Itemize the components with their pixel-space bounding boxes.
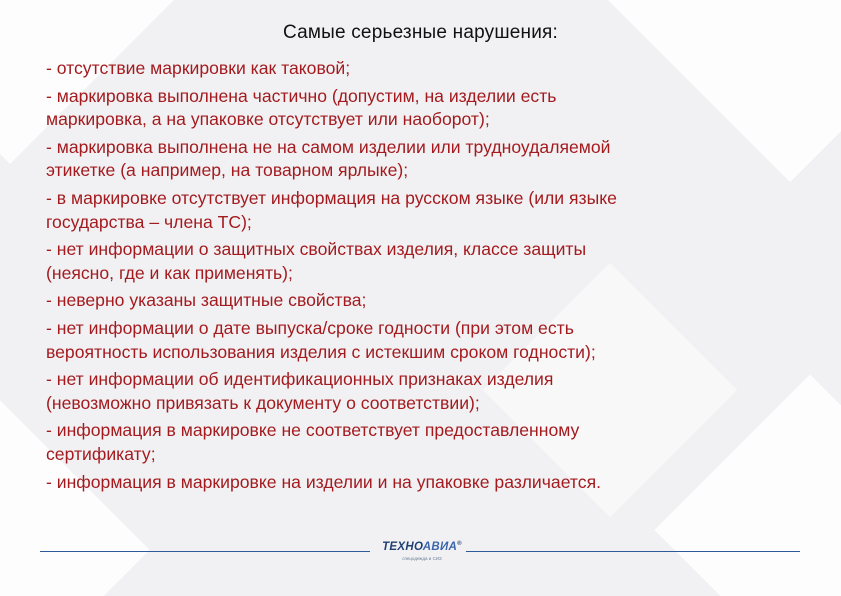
violation-line: сертификату; — [46, 443, 156, 464]
violation-line: вероятность использования изделия с истекшим сроком годности); — [46, 341, 596, 362]
footer-divider-right — [466, 551, 800, 552]
violation-item — [46, 187, 826, 234]
violation-line: - отсутствие маркировки как таковой; — [46, 58, 351, 78]
logo-tagline: спецодежда и СИЗ — [402, 556, 442, 561]
violation-item — [46, 136, 826, 183]
violation-line: - маркировка выполнена не на самом изделии или трудноудаляемой — [46, 136, 611, 157]
violation-line: - неверно указаны защитные свойства; — [46, 290, 367, 311]
violation-line: - информация в маркировке на изделии и на упаковке различается. — [46, 471, 601, 492]
violation-line: этикетке (а например, на товарном ярлыке); — [46, 160, 409, 181]
violation-line: государства – члена ТС); — [46, 211, 252, 232]
violation-line: (невозможно привязать к документу о соответствии); — [46, 392, 480, 413]
violation-line: - информация в маркировке не соответствует предоставленному — [46, 420, 580, 441]
violations-list — [46, 57, 826, 498]
violation-item — [46, 289, 826, 313]
violation-line: маркировка, а на упаковке отсутствует или наоборот); — [46, 109, 490, 130]
violation-line: - нет информации об идентификационных признаках изделия — [46, 369, 554, 390]
violation-line: - нет информации о дате выпуска/сроке годности (при этом есть — [46, 317, 574, 338]
footer-divider-left — [40, 551, 370, 552]
violation-item — [46, 85, 826, 132]
logo-wordmark: ТЕХНОАВИА® — [382, 541, 462, 553]
violation-item — [46, 368, 826, 415]
violation-line: - маркировка выполнена частично (допустим, на изделии есть — [46, 85, 557, 106]
violation-item — [46, 419, 826, 466]
slide-title: Самые серьезные нарушения: — [282, 22, 559, 43]
company-logo — [380, 541, 464, 569]
violation-line: - нет информации о защитных свойствах изделия, классе защиты — [46, 239, 587, 260]
violation-line: - в маркировке отсутствует информация на русском языке (или языке — [46, 187, 617, 208]
violation-item — [46, 238, 826, 285]
violation-item — [46, 57, 826, 81]
violation-item — [46, 317, 826, 364]
violation-line: (неясно, где и как применять); — [46, 262, 293, 283]
violation-item — [46, 471, 826, 495]
